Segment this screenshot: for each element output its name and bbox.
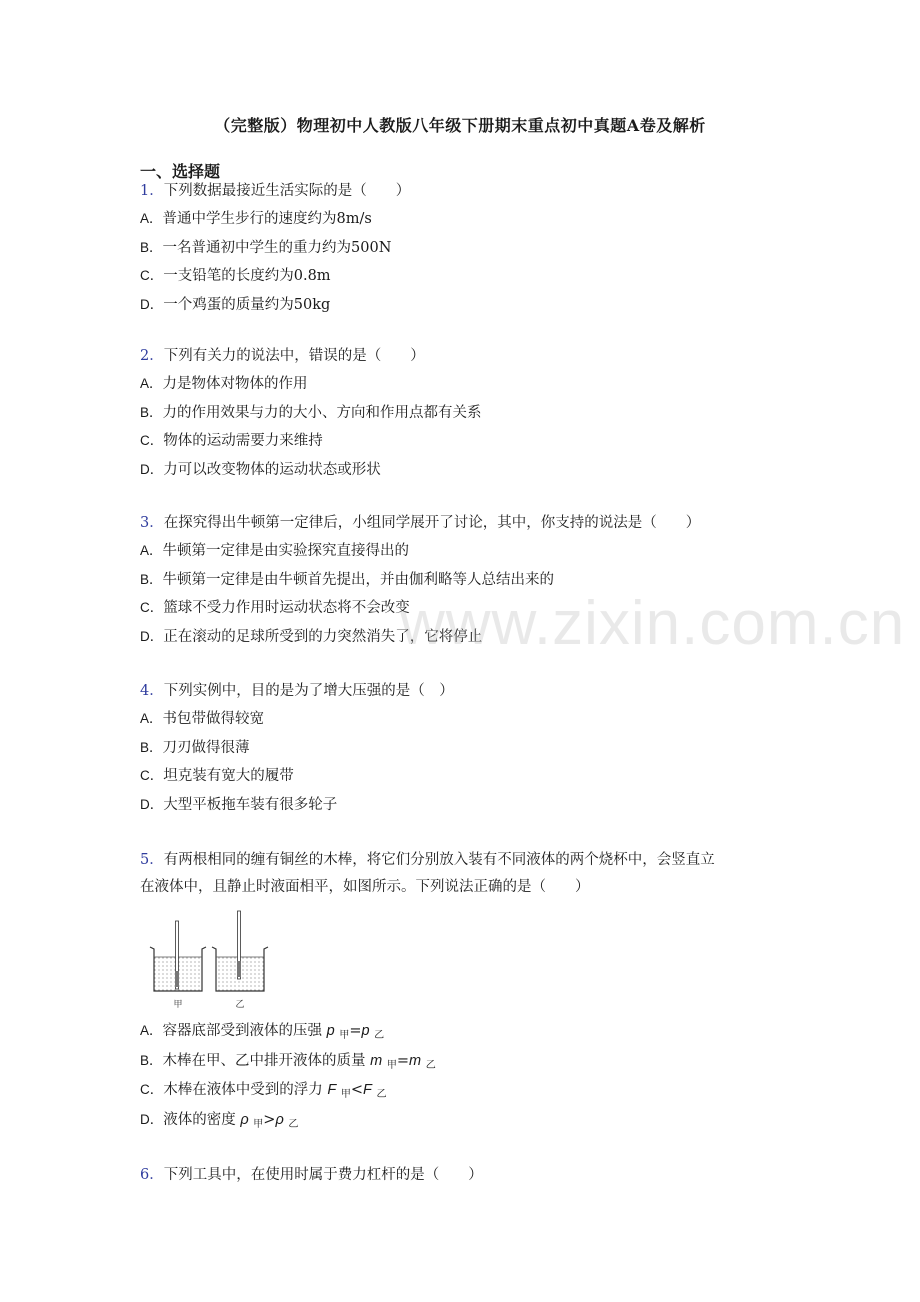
question-2 bbox=[140, 343, 790, 484]
option-d[interactable]: D．正在滚动的足球所受到的力突然消失了，它将停止 bbox=[140, 628, 483, 645]
question-text: 下列工具中，在使用时属于费力杠杆的是（ ） bbox=[163, 1167, 483, 1183]
question-4 bbox=[140, 678, 790, 819]
question-text-line-2: 在液体中，且静止时液面相平，如图所示。下列说法正确的是（ ） bbox=[140, 879, 590, 895]
option-a[interactable]: A．容器底部受到液体的压强 p $_甲$=p $_乙$ bbox=[140, 1023, 385, 1041]
option-c[interactable]: C．一支铅笔的长度约为0.8m bbox=[140, 268, 331, 284]
option-c[interactable]: C．坦克装有宽大的履带 bbox=[140, 768, 294, 784]
question-number: 4． bbox=[140, 683, 164, 699]
option-b[interactable]: B．力的作用效果与力的大小、方向和作用点都有关系 bbox=[140, 404, 482, 421]
section-heading: 一、选择题 bbox=[140, 162, 221, 181]
option-a[interactable]: A．普通中学生步行的速度约为8m/s bbox=[140, 211, 372, 227]
option-b[interactable]: B．一名普通初中学生的重力约为500N bbox=[140, 239, 392, 256]
question-1 bbox=[140, 178, 790, 319]
question-text-line-1: 有两根相同的缠有铜丝的木棒，将它们分别放入装有不同液体的两个烧杯中，会竖直立 bbox=[163, 852, 715, 868]
beakers-figure bbox=[146, 909, 286, 1013]
option-c[interactable]: C．物体的运动需要力来维持 bbox=[140, 433, 323, 449]
copper-wire-jia bbox=[175, 971, 179, 987]
question-text: 在探究得出牛顿第一定律后，小组同学展开了讨论，其中，你支持的说法是（ ） bbox=[163, 515, 701, 531]
option-d[interactable]: D．力可以改变物体的运动状态或形状 bbox=[140, 461, 381, 478]
option-b[interactable]: B．牛顿第一定律是由牛顿首先提出，并由伽利略等人总结出来的 bbox=[140, 571, 555, 588]
question-5 bbox=[140, 847, 790, 1135]
question-number: 2． bbox=[140, 348, 164, 364]
option-d[interactable]: D．大型平板拖车装有很多轮子 bbox=[140, 796, 338, 813]
question-number: 3． bbox=[140, 515, 164, 531]
option-a[interactable]: A．牛顿第一定律是由实验探究直接得出的 bbox=[140, 543, 410, 559]
beaker-yi bbox=[212, 911, 268, 991]
question-stem bbox=[140, 847, 790, 874]
question-stem bbox=[140, 510, 790, 537]
question-stem bbox=[140, 178, 790, 205]
label-jia: 甲 bbox=[173, 1000, 183, 1010]
question-3 bbox=[140, 510, 790, 651]
question-number: 5． bbox=[140, 852, 164, 868]
document-title: （完整版）物理初中人教版八年级下册期末重点初中真题A卷及解析 bbox=[214, 116, 706, 135]
question-number: 6． bbox=[140, 1167, 164, 1183]
beaker-jia bbox=[150, 921, 206, 991]
beakers-diagram bbox=[146, 909, 286, 1013]
question-text: 下列有关力的说法中，错误的是（ ） bbox=[163, 348, 425, 364]
copper-wire-yi bbox=[237, 961, 241, 977]
option-b[interactable]: B．刀刃做得很薄 bbox=[140, 739, 250, 756]
question-6 bbox=[140, 1162, 790, 1189]
option-d[interactable]: D．液体的密度 ρ $_甲$>ρ $_乙$ bbox=[140, 1111, 299, 1130]
option-c[interactable]: C．木棒在液体中受到的浮力 F $_甲$<F $_乙$ bbox=[140, 1082, 387, 1100]
question-stem bbox=[140, 343, 790, 370]
question-stem bbox=[140, 1162, 790, 1189]
option-b[interactable]: B．木棒在甲、乙中排开液体的质量 m $_甲$=m $_乙$ bbox=[140, 1052, 436, 1071]
watermark: www.zixin.com.cn bbox=[400, 589, 906, 658]
question-text: 下列实例中，目的是为了增大压强的是（ ） bbox=[163, 683, 454, 699]
label-yi: 乙 bbox=[235, 1000, 245, 1010]
question-stem bbox=[140, 678, 790, 705]
option-d[interactable]: D．一个鸡蛋的质量约为50kg bbox=[140, 296, 331, 313]
option-a[interactable]: A．书包带做得较宽 bbox=[140, 711, 265, 727]
option-a[interactable]: A．力是物体对物体的作用 bbox=[140, 376, 308, 392]
option-c[interactable]: C．篮球不受力作用时运动状态将不会改变 bbox=[140, 600, 410, 616]
question-number: 1． bbox=[140, 183, 164, 199]
question-text: 下列数据最接近生活实际的是（ ） bbox=[163, 183, 411, 199]
